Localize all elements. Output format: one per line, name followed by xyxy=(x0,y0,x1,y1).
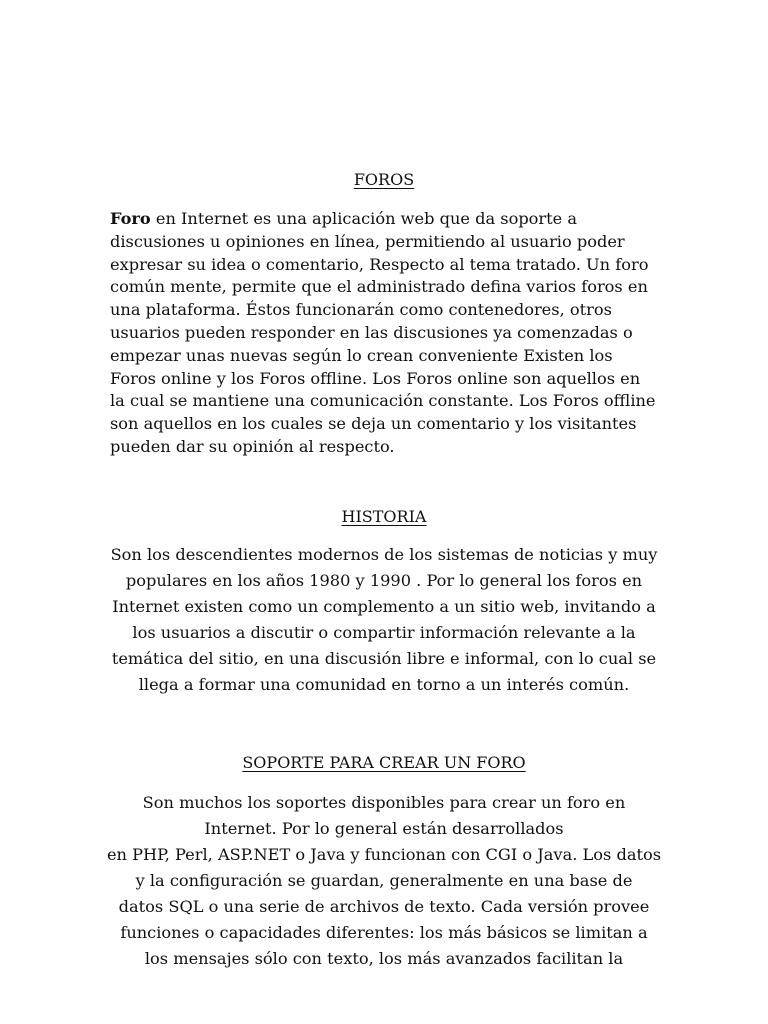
foros-line-7: empezar unas nuevas según lo crean conveniente Existen los xyxy=(110,345,613,365)
soporte-heading: SOPORTE PARA CREAR UN FORO xyxy=(242,753,526,772)
historia-line-4: los usuarios a discutir o compartir información relevante a la xyxy=(132,623,636,642)
historia-line-3: Internet existen como un complemento a un sitio web, invitando a xyxy=(112,597,656,616)
soporte-line-5: datos SQL o una serie de archivos de texto. Cada versión provee xyxy=(118,897,650,916)
foros-line-9: la cual se mantiene una comunicación constante. Los Foros offline xyxy=(110,391,656,411)
foros-line-11: pueden dar su opinión al respecto. xyxy=(110,436,395,456)
foros-paragraph xyxy=(110,208,665,459)
foro-bold-term: Foro xyxy=(110,209,151,228)
foros-line-3: expresar su idea o comentario, Respecto al tema tratado. Un foro xyxy=(110,254,649,274)
soporte-line-4: y la configuración se guardan, generalmente en una base de xyxy=(135,871,633,890)
foros-line-4: común mente, permite que el administrado defina varios foros en xyxy=(110,277,648,297)
soporte-line-6: funciones o capacidades diferentes: los más básicos se limitan a xyxy=(120,923,648,942)
foros-line-1: Foro en Internet es una aplicación web que da soporte a xyxy=(110,209,578,228)
foros-line-8: Foros online y los Foros offline. Los Foros online son aquellos en xyxy=(110,368,641,388)
soporte-paragraph xyxy=(100,790,668,972)
historia-line-5: temática del sitio, en una discusión libre e informal, con lo cual se xyxy=(111,649,657,668)
historia-line-2: populares en los años 1980 y 1990 . Por lo general los foros en xyxy=(125,571,643,590)
soporte-line-2: Internet. Por lo general están desarrollados xyxy=(204,819,564,838)
foros-line-10: son aquellos en los cuales se deja un comentario y los visitantes xyxy=(110,414,637,434)
foros-line-6: usuarios pueden responder en las discusiones ya comenzadas o xyxy=(110,322,633,342)
soporte-line-7: los mensajes sólo con texto, los más avanzados facilitan la xyxy=(144,949,624,968)
historia-line-1: Son los descendientes modernos de los sistemas de noticias y muy xyxy=(110,545,658,564)
historia-line-6: llega a formar una comunidad en torno a un interés común. xyxy=(138,675,630,694)
historia-heading: HISTORIA xyxy=(341,507,427,526)
foros-line-2: discusiones u opiniones en línea, permitiendo al usuario poder xyxy=(110,231,625,251)
foros-line-5: una plataforma. Éstos funcionarán como contenedores, otros xyxy=(110,300,612,320)
soporte-line-1: Son muchos los soportes disponibles para crear un foro en xyxy=(142,793,626,812)
historia-paragraph xyxy=(100,542,668,698)
soporte-line-3: en PHP, Perl, ASP.NET o Java y funcionan con CGI o Java. Los datos xyxy=(106,845,662,864)
foros-heading: FOROS xyxy=(353,170,415,189)
